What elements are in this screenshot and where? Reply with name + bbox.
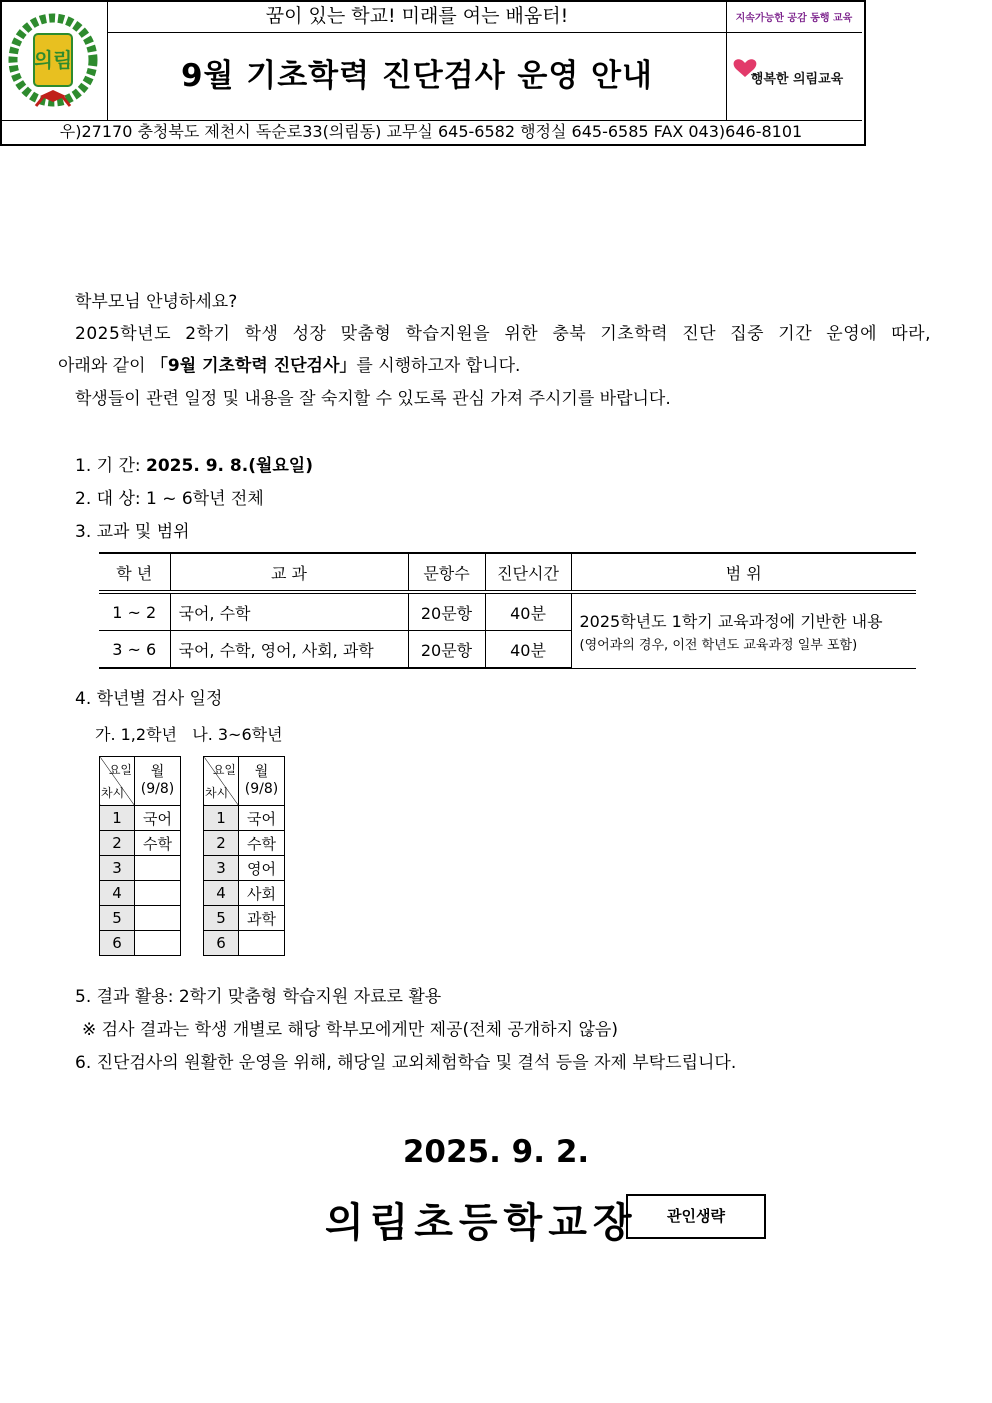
intro-line-3-post: 를 시행하고자 합니다. [356, 356, 521, 376]
subjects-cell: 국어, 수학 [170, 592, 408, 631]
table-row: 5 과학 [204, 906, 285, 931]
greeting: 학부모님 안녕하세요? [75, 292, 238, 312]
request-item: 6. 진단검사의 원활한 운영을 위해, 해당일 교외체험학습 및 결석 등을 자제 부탁드립니다. [75, 1053, 737, 1073]
table-row: 4 사회 [204, 881, 285, 906]
test-name: 「9월 기초학력 진단검사」 [150, 356, 357, 376]
result-item: 5. 결과 활용: 2학기 맞춤형 학습지원 자료로 활용 [75, 987, 442, 1007]
header-range: 범 위 [571, 553, 916, 592]
grade-cell: 3 ~ 6 [99, 631, 170, 669]
corner-bottom: 차시 [205, 786, 229, 800]
period-label: 1. 기 간: [75, 456, 147, 476]
header-count: 문항수 [408, 553, 485, 592]
seal-omitted: 관인생략 [626, 1194, 766, 1239]
page-title: 9월 기초학력 진단검사 운영 안내 [180, 58, 654, 94]
count-cell: 20문항 [408, 592, 485, 631]
intro-line-3-pre: 아래와 같이 [58, 356, 151, 376]
table-row: 1 국어 [100, 806, 181, 831]
range-cell [571, 592, 916, 668]
svg-text:행복한 의림교육: 행복한 의림교육 [750, 72, 844, 87]
subjects-cell: 국어, 수학, 영어, 사회, 과학 [170, 631, 408, 669]
svg-text:의림: 의림 [33, 48, 73, 72]
table-row: 5 [100, 906, 181, 931]
day-header: 월 (9/8) [239, 757, 285, 806]
table-row: 3 [100, 856, 181, 881]
table-row: 6 [204, 931, 285, 956]
header-grade: 학 년 [99, 553, 170, 592]
range-note: (영어과의 경우, 이전 학년도 교육과정 일부 포함) [579, 637, 858, 653]
scope-table [99, 552, 916, 669]
range-main: 2025학년도 1학기 교육과정에 기반한 내용 [579, 611, 883, 631]
schedule-table-grade-3-6 [203, 756, 285, 956]
time-cell: 40분 [485, 592, 571, 631]
header-time: 진단시간 [485, 553, 571, 592]
school-address: 우)27170 충청북도 제천시 독순로33(의림동) 교무실 645-6582 행정실 645-6585 FAX 043)646-8101 [0, 120, 862, 142]
schedule-subheading: 가. 1,2학년 나. 3~6학년 [95, 725, 283, 744]
header-subject: 교 과 [170, 553, 408, 592]
school-logo [0, 0, 108, 120]
issue-date: 2025. 9. 2. [402, 1134, 590, 1170]
intro-line-3 [58, 351, 520, 376]
schedule-heading: 4. 학년별 검사 일정 [75, 689, 223, 709]
count-cell: 20문항 [408, 631, 485, 669]
period-value: 2025. 9. 8.(월요일) [146, 456, 314, 476]
privacy-note: ※ 검사 결과는 학생 개별로 해당 학부모에게만 제공(전체 공개하지 않음) [82, 1020, 618, 1040]
corner-bottom: 차시 [101, 786, 125, 800]
day-header: 월 (9/8) [135, 757, 181, 806]
signer: 의림초등학교장 [325, 1200, 638, 1246]
time-cell: 40분 [485, 631, 571, 669]
table-row: 6 [100, 931, 181, 956]
period-item [75, 451, 313, 476]
intro-line-4: 학생들이 관련 일정 및 내용을 잘 숙지할 수 있도록 관심 가져 주시기를 바랍니다. [75, 389, 671, 409]
table-row: 1 국어 [204, 806, 285, 831]
scope-heading: 3. 교과 및 범위 [75, 522, 190, 542]
corner-top: 요일 [212, 763, 236, 777]
table-row: 3 영어 [204, 856, 285, 881]
corner-top: 요일 [108, 763, 132, 777]
schedule-table-grade-1-2 [99, 756, 181, 956]
intro-line-2: 2025학년도 2학기 학생 성장 맞춤형 학습지원을 위한 충북 기초학력 진단 집중 기간 운영에 따라, [75, 324, 931, 344]
table-row: 2 수학 [204, 831, 285, 856]
table-row: 4 [100, 881, 181, 906]
happy-education-logo [726, 33, 862, 120]
edu-slogan-logo [726, 0, 862, 33]
corner-cell [204, 757, 239, 806]
svg-text:지속가능한 공감 동행 교육: 지속가능한 공감 동행 교육 [735, 13, 853, 24]
table-row [99, 592, 916, 631]
school-slogan: 꿈이 있는 학교! 미래를 여는 배움터! [108, 0, 726, 33]
grade-cell: 1 ~ 2 [99, 592, 170, 631]
target-item: 2. 대 상: 1 ~ 6학년 전체 [75, 489, 264, 509]
document-header [0, 0, 866, 146]
table-row: 2 수학 [100, 831, 181, 856]
corner-cell [100, 757, 135, 806]
